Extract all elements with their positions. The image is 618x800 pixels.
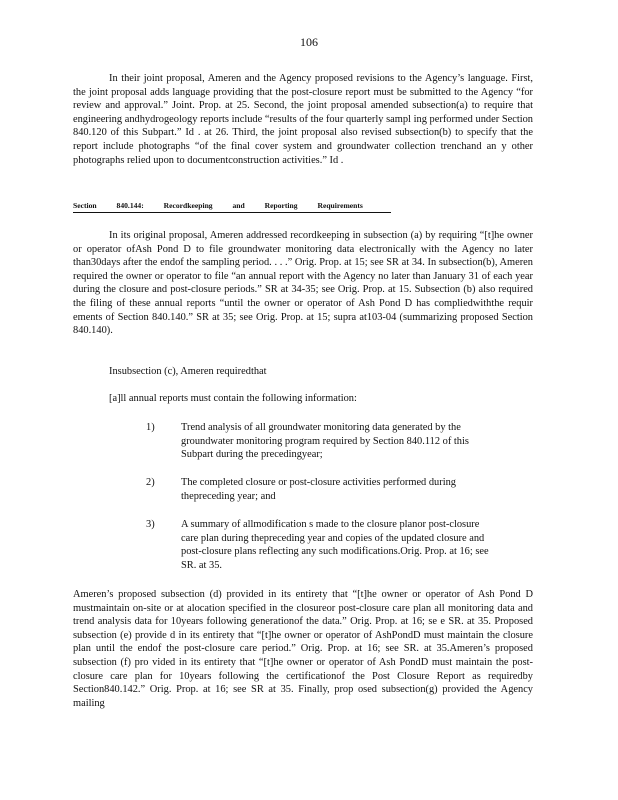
list-item-text: Trend analysis of all groundwater monitoring data generated by the groundwater monitoring program required by Section 840.112 of this Subpart during the precedingyear;: [181, 422, 469, 461]
list-item-number: 1): [146, 422, 155, 433]
section-title-word: Recordkeeping: [163, 201, 213, 210]
page-number: 106: [300, 35, 318, 49]
section-label: Section: [73, 201, 97, 210]
list-item-number: 2): [146, 477, 155, 488]
section-title-word: Requirements: [317, 201, 363, 210]
paragraph-annual-reports-intro: [a]ll annual reports must contain the following information:: [109, 393, 357, 404]
section-title-word: Reporting: [264, 201, 298, 210]
paragraph-original-proposal: In its original proposal, Ameren addressed recordkeeping in subsection (a) by requiring “[t]he owner or operator ofAsh Pond D to file groundwater monitoring data electronically with the Agency no later than30days after the endof the sampling period. . . .” Orig. Prop. at 15; see SR at 34. In subsection(b), Ameren required the owner or operator to file “an annual report with the Agency no later than January 31 of each year during the closure and post-closure periods.” SR at 34-35; see Orig. Prop. at 15. Subsection (b) also required the filing of these annual reports “until the owner or operator of Ash Pond D has compliedwiththe requir ements of Section 840.140.” SR at 35; see Orig. Prop. at 15; supra at103-04 (summarizing proposed Section 840.140).: [73, 230, 533, 337]
section-number: 840.144:: [116, 201, 144, 210]
list-item-number: 3): [146, 519, 155, 530]
paragraph-joint-proposal: In their joint proposal, Ameren and the Agency proposed revisions to the Agency’s language. First, the joint proposal adds language providing that the post-closure report must be submitted to the Agency “for review and approval.” Joint. Prop. at 25. Second, the joint proposal amended subsection(a) to require that engineering andhydrogeology reports include “results of the four quarterly sampl ing performed under Section 840.120 of this Subpart.” Id . at 26. Third, the joint proposal also revised subsection(b) to specify that the report include photographs “of the final cover system and groundwater collection trenchand an y other photographs relied upon to documentconstruction activities.” Id .: [73, 73, 533, 166]
list-item-text: The completed closure or post-closure activities performed during thepreceding year; and: [181, 477, 456, 502]
paragraph-subsection-c: Insubsection (c), Ameren requiredthat: [109, 366, 267, 377]
section-heading: [73, 201, 391, 213]
list-item-text: A summary of allmodification s made to the closure planor post-closure care plan during thepreceding year and copies of the updated closure and post-closure plans reflecting any such modifications.Orig. Prop. at 16; see SR. at 35.: [181, 519, 489, 571]
section-title-word: and: [232, 201, 245, 210]
paragraph-subsections-d-g: Ameren’s proposed subsection (d) provided in its entirety that “[t]he owner or operator of Ash Pond D mustmaintain on-site or at alocation specified in the closureor post-closure care plan all monitoring data and trend analysis data for 10years following generationof the data.” Orig. Prop. at 16; se e SR. at 35. Proposed subsection (e) provide d in its entirety that “[t]he owner or operator of AshPondD must maintain the closure plan until the endof the post-closure care period.” Orig. Prop. at 16; see SR. at 35.Ameren’s proposed subsection (f) pro vided in its entirety that “[t]he owner or operator of Ash PondD must maintain the post-closure care plan for 10years following the certificationof the Post Closure Report as requiredby Section840.142.” Orig. Prop. at 16; see SR at 35. Finally, prop osed subsection(g) provided the Agency mailing: [73, 589, 533, 709]
